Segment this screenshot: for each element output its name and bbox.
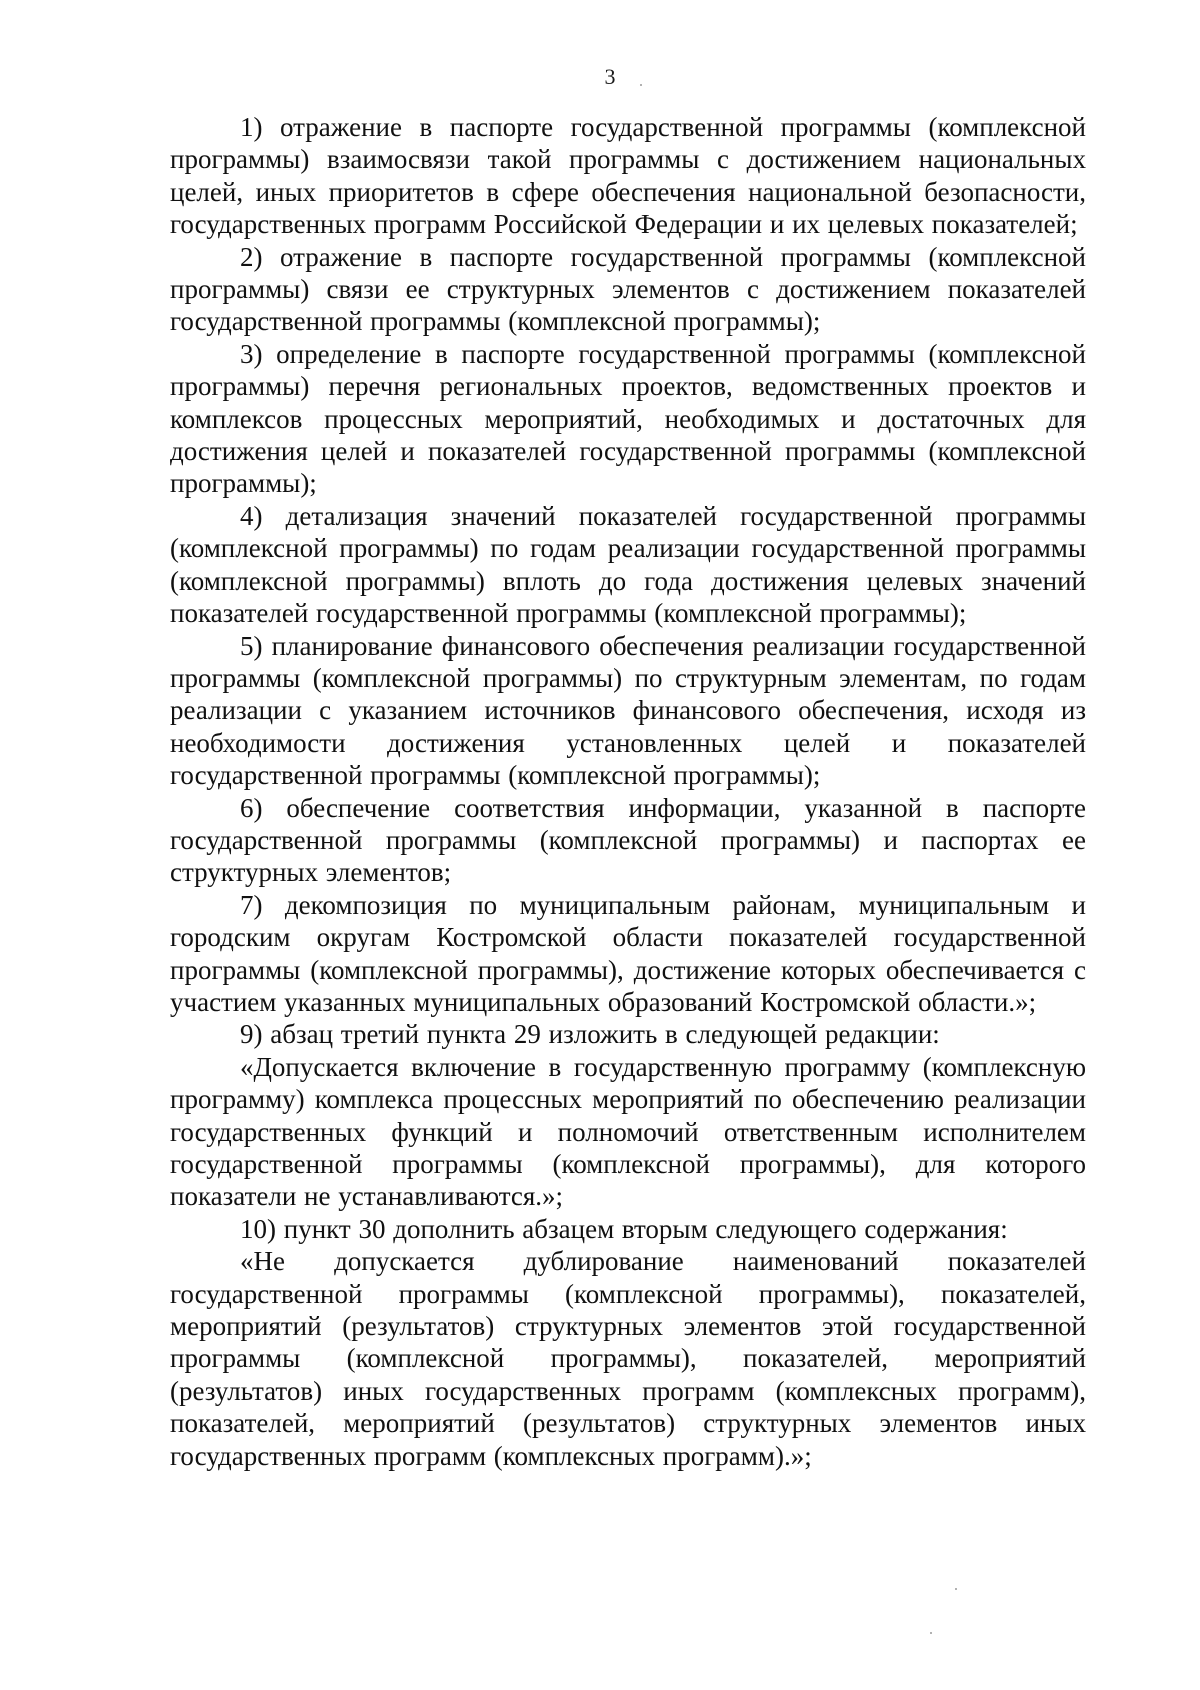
paragraph-item-2: 2) отражение в паспорте государственной программы (комплексной программы) связи ее структурных элементов с достижением показателей государственной программы (комплексной программы);	[170, 241, 1086, 337]
paragraph-item-1: 1) отражение в паспорте государственной программы (комплексной программы) взаимосвязи такой программы с достижением национальных целей, иных приоритетов в сфере обеспечения национальной безопасности, государственных программ Российской Федерации и их целевых показателей;	[170, 112, 1086, 240]
paragraph-item-7: 7) декомпозиция по муниципальным районам, муниципальным и городским округам Костромской области показателей государственной программы (комплексной программы), достижение которых обеспечивается с участием указанных муниципальных образований Костромской области.»;	[170, 889, 1086, 1017]
scan-speck	[640, 84, 642, 86]
paragraph-item-5: 5) планирование финансового обеспечения реализации государственной программы (комплексной программы) по структурным элементам, по годам реализации с указанием источников финансового обеспечения, исходя из необходимости достижения установленных целей и показателей государственной программы (комплексной программы);	[170, 630, 1086, 791]
paragraph-item-6: 6) обеспечение соответствия информации, указанной в паспорте государственной программы (комплексной программы) и паспортах ее структурных элементов;	[170, 792, 1086, 888]
quoted-paragraph-29: «Допускается включение в государственную программу (комплексную программу) комплекса процессных мероприятий по обеспечению реализации государственных функций и полномочий ответственным исполнителем государственной программы (комплексной программы), для которого показатели не устанавливаются.»;	[170, 1051, 1086, 1212]
quoted-paragraph-30: «Не допускается дублирование наименований показателей государственной программы (комплексной программы), показателей, мероприятий (результатов) структурных элементов этой государственной программы (комплексной программы), показателей, мероприятий (результатов) иных государственных программ (комплексных программ), показателей, мероприятий (результатов) структурных элементов иных государственных программ (комплексных программ).»;	[170, 1246, 1086, 1471]
paragraph-item-4: 4) детализация значений показателей государственной программы (комплексной программы) по годам реализации государственной программы (комплексной программы) вплоть до года достижения целевых значений показателей государственной программы (комплексной программы);	[170, 500, 1086, 629]
paragraph-item-3: 3) определение в паспорте государственной программы (комплексной программы) перечня региональных проектов, ведомственных проектов и комплексов процессных мероприятий, необходимых и достаточных для достижения целей и показателей государственной программы (комплексной программы);	[170, 338, 1086, 499]
paragraph-item-10: 10) пункт 30 дополнить абзацем вторым следующего содержания:	[240, 1213, 1008, 1244]
paragraph-item-9: 9) абзац третий пункта 29 изложить в следующей редакции:	[240, 1019, 940, 1050]
document-body	[170, 111, 1086, 1472]
scan-speck	[955, 1588, 957, 1590]
scan-speck	[930, 1632, 932, 1634]
page-number: 3	[604, 64, 616, 89]
